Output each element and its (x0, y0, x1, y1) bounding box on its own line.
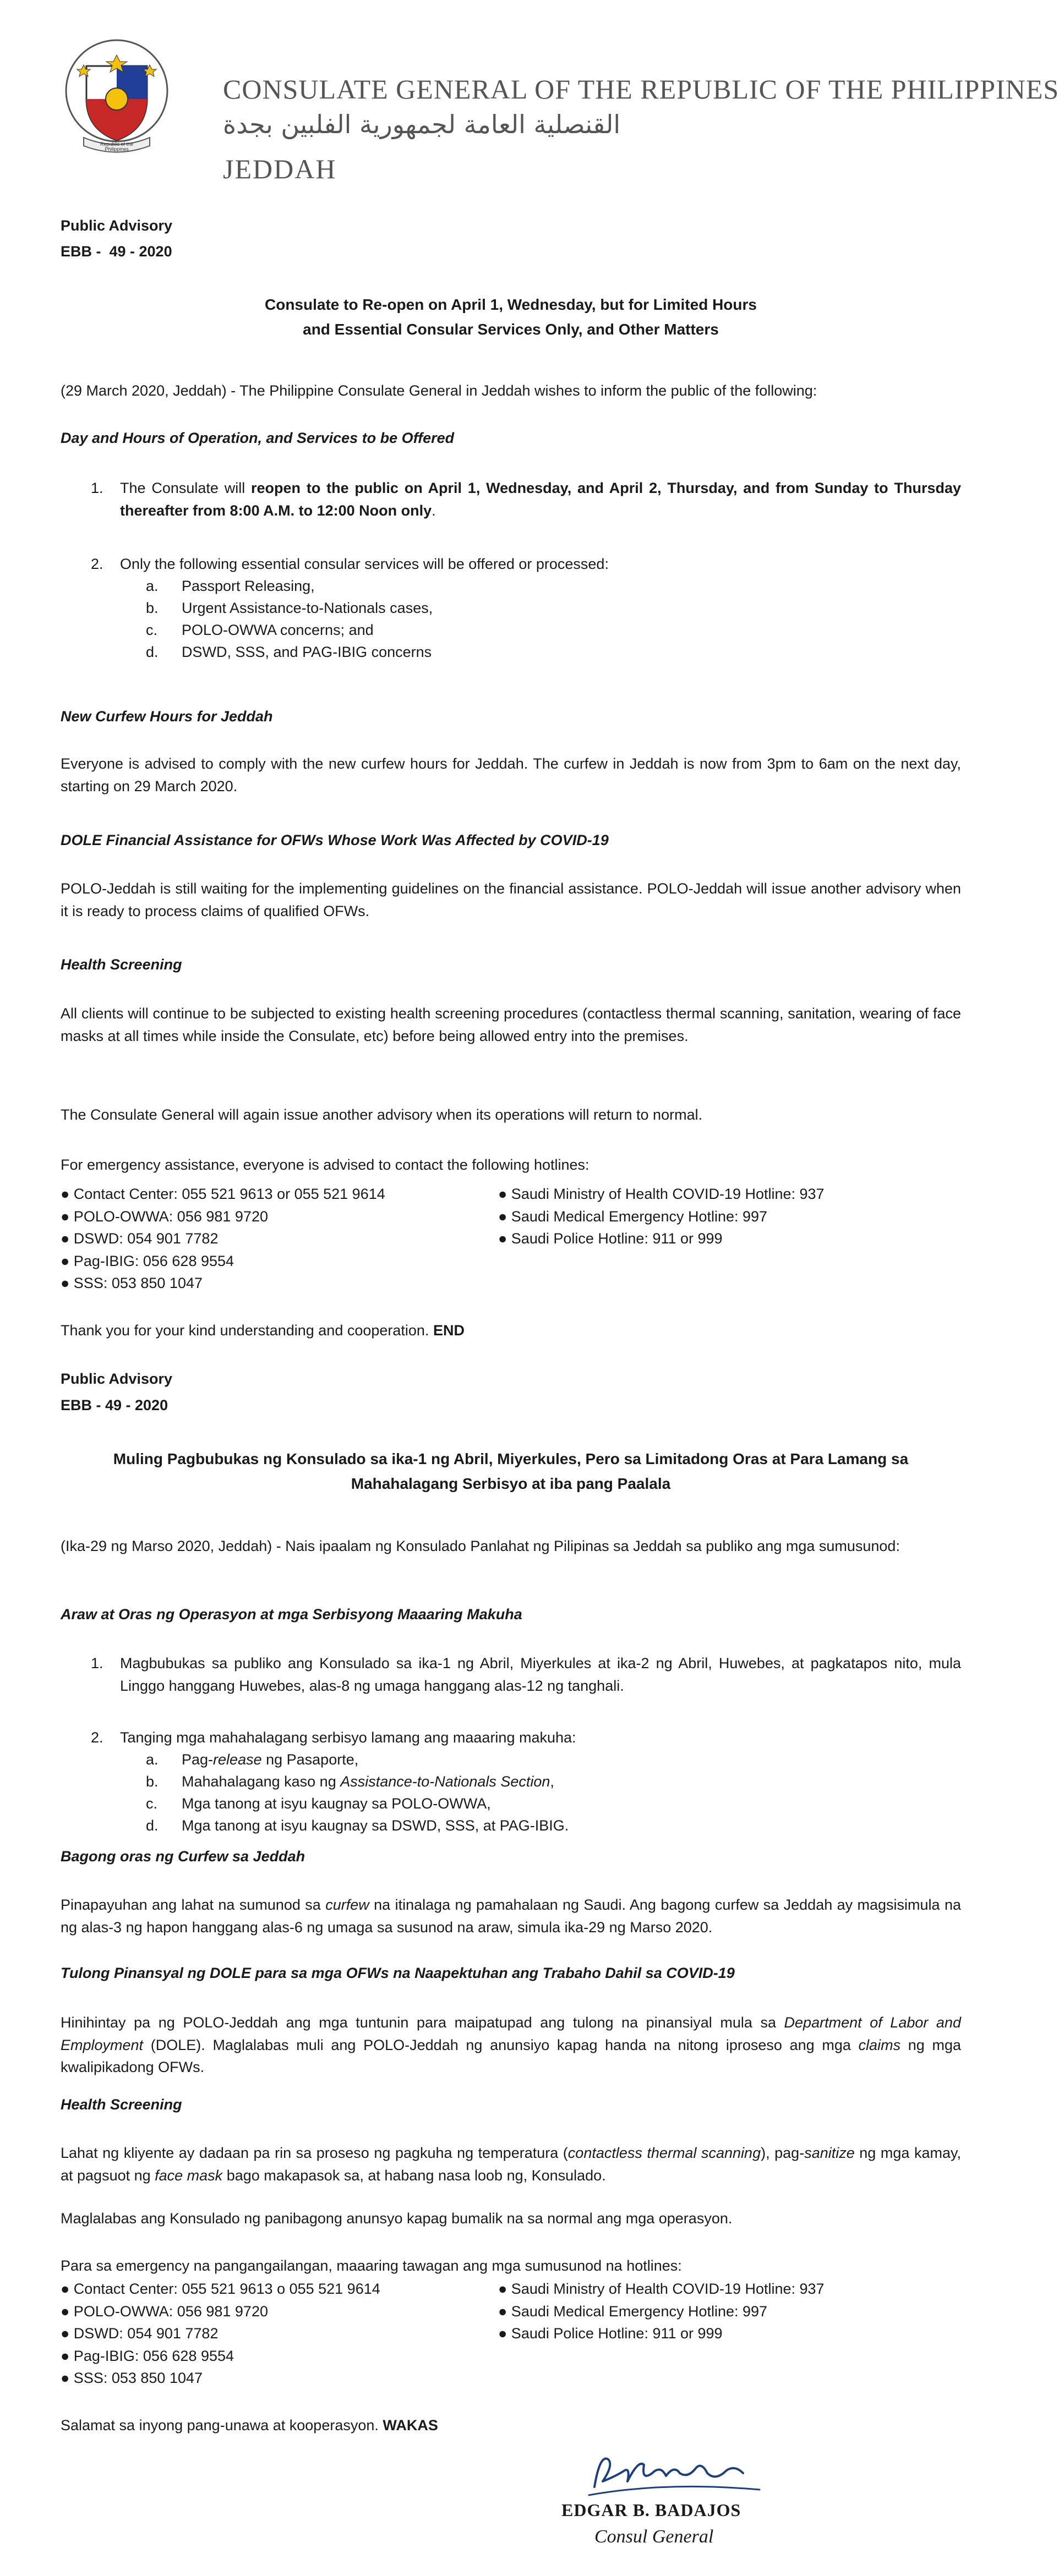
service-letter-c-en: c. (146, 622, 158, 638)
service-d-fil: Mga tanong at isyu kaugnay sa DSWD, SSS, at PAG-IBIG. (182, 1817, 569, 1834)
heading-dole-en: DOLE Financial Assistance for OFWs Whose Work Was Affected by COVID-19 (61, 832, 609, 848)
dole-fil-post: ng mga kwalipikadong OFWs. (61, 2036, 962, 2075)
health-fil-mid1: ), pag- (761, 2145, 805, 2161)
closing-fil-text: Salamat sa inyong pang-unawa at kooperasyon. (61, 2417, 383, 2434)
service-letter-b-fil: b. (146, 1773, 159, 1790)
hotline-item: ● Saudi Police Hotline: 911 or 999 (498, 2325, 723, 2342)
hotline-intro-en: For emergency assistance, everyone is advised to contact the following hotlines: (61, 1157, 589, 1173)
advisory-label-fil: Public Advisory (61, 1371, 173, 1387)
item-services-en: Only the following essential consular services will be offered or processed: (120, 556, 609, 572)
service-b-fil-post: , (550, 1773, 554, 1790)
service-a-fil-ital: release (213, 1751, 262, 1768)
item-number-2-en: 2. (91, 556, 103, 572)
hotline-item: ● DSWD: 054 901 7782 (61, 2325, 219, 2342)
item-reopen-fil: Magbubukas sa publiko ang Konsulado sa ika-1 ng Abril, Miyerkules at ika-2 ng Abril, Huwebes, at pagkatapos nito, mula Linggo hanggang Huwebes, alas-8 ng umaga hanggang alas-12 ng tanghali. (120, 1655, 961, 1694)
service-letter-c-fil: c. (146, 1795, 158, 1812)
heading-health-fil: Health Screening (61, 2096, 182, 2113)
consulate-city: JEDDAH (223, 154, 337, 184)
heading-hours-en: Day and Hours of Operation, and Services to be Offered (61, 430, 455, 446)
dole-text-fil (61, 2012, 961, 2079)
handwritten-signature-icon (583, 2443, 765, 2503)
service-letter-a-en: a. (146, 578, 159, 594)
health-text-fil (61, 2142, 961, 2186)
signatory-name: EDGAR B. BADAJOS (561, 2500, 741, 2520)
health-fil-ital2: sanitize (804, 2145, 855, 2161)
advisory-title-en-line2: and Essential Consular Services Only, and Other Matters (303, 320, 719, 338)
hotline-intro-fil: Para sa emergency na pangangailangan, maaaring tawagan ang mga sumusunod na hotlines: (61, 2257, 682, 2274)
intro-en: (29 March 2020, Jeddah) - The Philippine Consulate General in Jeddah wishes to inform the public of the following: (61, 382, 817, 399)
curfew-text-fil (61, 1894, 961, 1938)
hotline-item: ● Saudi Ministry of Health COVID-19 Hotline: 937 (498, 1186, 825, 1202)
service-a-fil (182, 1749, 358, 1771)
advisory-title-en-line1: Consulate to Re-open on April 1, Wednesday, but for Limited Hours (265, 296, 757, 313)
service-b-en: Urgent Assistance-to-Nationals cases, (182, 600, 433, 616)
closing-en-text: Thank you for your kind understanding and cooperation. (61, 1322, 433, 1339)
item-number-1-en: 1. (91, 480, 103, 496)
service-b-fil-ital: Assistance-to-Nationals Section (340, 1773, 550, 1790)
curfew-fil-ital: curfew (325, 1897, 369, 1913)
normal-text-en: The Consulate General will again issue another advisory when its operations will return to normal. (61, 1106, 703, 1123)
hotline-item: ● Saudi Police Hotline: 911 or 999 (498, 1230, 723, 1247)
health-text-en: All clients will continue to be subjected to existing health screening procedures (contactless thermal scanning, sanitation, wearing of face masks at all times while inside the Consulate, etc) before being allowed entry into the premises. (61, 1005, 961, 1044)
heading-curfew-en: New Curfew Hours for Jeddah (61, 708, 273, 725)
dole-fil-ital2: claims (858, 2036, 901, 2053)
curfew-fil-post: na itinalaga ng pamahalaan ng Saudi. Ang bagong curfew sa Jeddah ay magsisimula na ng alas-3 ng hapon hanggang alas-6 ng umaga sa susunod na araw, simula ika-29 ng Marso 2020. (61, 1897, 961, 1936)
hotline-item: ● Saudi Medical Emergency Hotline: 997 (498, 1208, 768, 1225)
heading-hours-fil: Araw at Oras ng Operasyon at mga Serbisyong Maaaring Makuha (61, 1606, 522, 1623)
item-reopen-en-pre: The Consulate will (120, 480, 252, 496)
heading-curfew-fil: Bagong oras ng Curfew sa Jeddah (61, 1848, 305, 1865)
advisory-number-fil: EBB - 49 - 2020 (61, 1397, 168, 1413)
signatory-title: Consul General (594, 2526, 714, 2547)
item-number-2-fil: 2. (91, 1729, 103, 1746)
service-letter-d-en: d. (146, 644, 159, 660)
hotline-item: ● Pag-IBIG: 056 628 9554 (61, 2347, 234, 2364)
advisory-title-fil-line2: Mahahalagang Serbisyo at iba pang Paalala (351, 1475, 671, 1492)
hotline-item: ● POLO-OWWA: 056 981 9720 (61, 1208, 268, 1225)
dole-fil-mid: (DOLE). Maglalabas muli ang POLO-Jeddah ng anunsiyo kapag handa na nitong iproseso ang mga (143, 2036, 859, 2053)
hotline-item: ● DSWD: 054 901 7782 (61, 1230, 219, 1247)
hotline-list-left-en (61, 1183, 385, 1295)
closing-en-end: END (433, 1322, 465, 1339)
hotline-item: ● Contact Center: 055 521 9613 o 055 521 9614 (61, 2281, 380, 2297)
hotline-list-right-en (498, 1183, 825, 1250)
heading-dole-fil: Tulong Pinansyal ng DOLE para sa mga OFWs na Naapektuhan ang Trabaho Dahil sa COVID-19 (61, 1965, 735, 1981)
hotline-item: ● Saudi Ministry of Health COVID-19 Hotline: 937 (498, 2281, 825, 2297)
philippine-seal-icon (62, 33, 172, 160)
item-reopen-en-post: . (432, 502, 436, 519)
hotline-list-left-fil (61, 2278, 380, 2389)
advisory-number-en: EBB - 49 - 2020 (61, 243, 172, 260)
advisory-title-fil-line1: Muling Pagbubukas ng Konsulado sa ika-1 ng Abril, Miyerkules, Pero sa Limitadong Oras at Para Lamang sa (113, 1450, 909, 1467)
consulate-name-english: CONSULATE GENERAL OF THE REPUBLIC OF THE PHILIPPINES (223, 74, 1059, 105)
closing-fil-end: WAKAS (383, 2417, 438, 2434)
service-letter-b-en: b. (146, 600, 159, 616)
health-fil-pre: Lahat ng kliyente ay dadaan pa rin sa proseso ng pagkuha ng temperatura ( (61, 2145, 568, 2161)
service-a-fil-pre: Pag- (182, 1751, 214, 1768)
advisory-title-fil (61, 1447, 961, 1497)
health-fil-mid2: ng mga kamay, at pagsuot ng (61, 2145, 961, 2184)
service-a-en: Passport Releasing, (182, 578, 315, 594)
consulate-name-arabic: القنصلية العامة لجمهورية الفلبين بجدة (223, 109, 621, 139)
service-c-fil: Mga tanong at isyu kaugnay sa POLO-OWWA, (182, 1795, 491, 1812)
service-a-fil-post: ng Pasaporte, (261, 1751, 359, 1768)
normal-text-fil: Maglalabas ang Konsulado ng panibagong anunsyo kapag bumalik na sa normal ang mga operasyon. (61, 2210, 733, 2227)
dole-text-en: POLO-Jeddah is still waiting for the implementing guidelines on the financial assistance. POLO-Jeddah will issue another advisory when it is ready to process claims of qualified OFWs. (61, 880, 961, 919)
dole-fil-pre: Hinihintay pa ng POLO-Jeddah ang mga tuntunin para maipatupad ang tulong na pinansiyal mula sa (61, 2014, 784, 2031)
item-services-fil: Tanging mga mahahalagang serbisyo lamang ang maaaring makuha: (120, 1729, 576, 1746)
item-reopen-en (120, 477, 961, 522)
health-fil-post: bago makapasok sa, at habang nasa loob ng, Konsulado. (222, 2167, 606, 2184)
health-fil-ital1: contactless thermal scanning (567, 2145, 761, 2161)
consulate-seal-logo (62, 33, 172, 160)
hotline-item: ● Pag-IBIG: 056 628 9554 (61, 1252, 234, 1269)
heading-health-en: Health Screening (61, 956, 182, 973)
closing-fil (61, 2414, 438, 2437)
hotline-item: ● SSS: 053 850 1047 (61, 1275, 203, 1291)
item-number-1-fil: 1. (91, 1655, 103, 1671)
service-c-en: POLO-OWWA concerns; and (182, 622, 374, 638)
item-reopen-en-bold: reopen to the public on April 1, Wednesday, and April 2, Thursday, and from Sunday to Thursday thereafter from 8:00 A.M. to 12:00 Noon only (120, 480, 961, 519)
dole-fil-ital1: Department of Labor and Employment (61, 2014, 961, 2053)
closing-en (61, 1319, 465, 1342)
hotline-item: ● SSS: 053 850 1047 (61, 2370, 203, 2386)
hotline-item: ● Saudi Medical Emergency Hotline: 997 (498, 2303, 768, 2320)
curfew-text-en: Everyone is advised to comply with the new curfew hours for Jeddah. The curfew in Jeddah is now from 3pm to 6am on the next day, starting on 29 March 2020. (61, 755, 961, 794)
hotline-item: ● Contact Center: 055 521 9613 or 055 521 9614 (61, 1186, 385, 1202)
intro-fil: (Ika-29 ng Marso 2020, Jeddah) - Nais ipaalam ng Konsulado Panlahat ng Pilipinas sa Jeddah sa publiko ang mga sumusunod: (61, 1538, 900, 1554)
service-letter-a-fil: a. (146, 1751, 159, 1768)
curfew-fil-pre: Pinapayuhan ang lahat na sumunod sa (61, 1897, 326, 1913)
service-d-en: DSWD, SSS, and PAG-IBIG concerns (182, 644, 432, 660)
service-b-fil-pre: Mahahalagang kaso ng (182, 1773, 341, 1790)
service-letter-d-fil: d. (146, 1817, 159, 1834)
health-fil-ital3: face mask (155, 2167, 223, 2184)
service-b-fil (182, 1771, 554, 1793)
advisory-label-en: Public Advisory (61, 217, 173, 234)
hotline-item: ● POLO-OWWA: 056 981 9720 (61, 2303, 268, 2320)
advisory-title-en (61, 293, 961, 342)
seal-ribbon-text: Republic of the Philippines (100, 141, 134, 152)
hotline-list-right-fil (498, 2278, 825, 2345)
